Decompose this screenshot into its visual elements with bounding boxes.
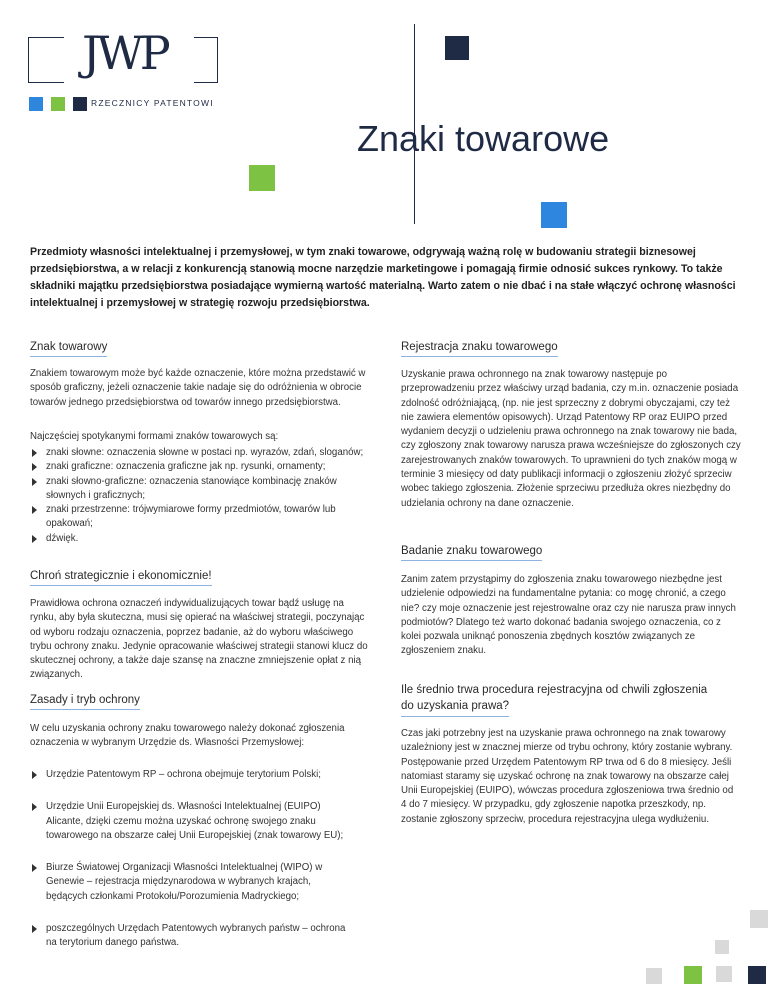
section-title-znak-towarowy: Znak towarowy [30, 341, 107, 357]
list-item: dźwięk. [30, 532, 365, 546]
decor-square-grey [646, 968, 662, 984]
section-title-badanie: Badanie znaku towarowego [401, 545, 542, 561]
list-item: znaki graficzne: oznaczenia graficzne jak np. rysunki, ornamenty; [30, 460, 365, 474]
logo-frame-right [217, 37, 218, 83]
list-item: znaki słowno-graficzne: oznaczenia stanowiące kombinację znaków słownych i graficznych; [30, 475, 365, 504]
logo-text: JWP [82, 26, 167, 80]
list-item: Urzędzie Unii Europejskiej ds. Własności Intelektualnej (EUIPO) Alicante, dzięki czemu można uzyskać ochronę swojego znaku towarowego na obszarze całej Unii Europejskiej (znak towarowy EU); [30, 800, 355, 843]
decor-square-blue-large [541, 202, 567, 228]
section-title-zasady: Zasady i tryb ochrony [30, 694, 140, 710]
page-title: Znaki towarowe [357, 118, 610, 159]
chron-text: Prawidłowa ochrona oznaczeń indywidualizujących towar bądź usługę na rynku, aby była skuteczna, musi się opierać na właściwej strategii, poczynając od wyboru rodzaju oznaczenia, poprzez badanie, aż do wyboru właściwego trybu ochrony znaku. Jedynie opracowanie właściwej strategii stanowi klucz do skutecznej ochrony, a także daje szansę na znaczne zmniejszenie opłat z nią związanych. [30, 598, 368, 681]
znak-towarowy-forms-intro: Najczęściej spotykanymi formami znaków towarowych są: [30, 431, 279, 442]
czas-title-line-1: Ile średnio trwa procedura rejestracyjna od chwili zgłoszenia [401, 684, 708, 696]
list-item: poszczególnych Urzędach Patentowych wybranych państw – ochrona na terytorium danego państwa. [30, 922, 355, 951]
decor-square-green-large [249, 165, 275, 191]
intro-text: Przedmioty własności intelektualnej i przemysłowej, w tym znaki towarowe, odgrywają ważną rolę w budowaniu strategii biznesowej przedsiębiorstwa, a w relacji z konkurencją stanowią mocne narzędzie marketingowe i pomagają firmie odnosić sukces rynkowy. To także składniki majątku przedsiębiorstwa posiadające wymierną wartość materialną. Warto zatem o nie dbać i na stałe włączyć ochronę własności intelektualnej i przemysłowej w strategię rozwoju przedsiębiorstwa. [30, 246, 736, 309]
rejestracja-text: Uzyskanie prawa ochronnego na znak towarowy następuje po przeprowadzeniu przez właściwy urząd badania, czy m.in. oznaczenie posiada zdolność odróżniającą, (np. nie jest sprzeczny z dobrymi obyczajami, czy też nie zawiera elementów opisowych). Urząd Patentowy RP oraz EUIPO przed wydaniem decyzji o udzieleniu prawa ochronnego na znak towarowy nie bada, czy zgłoszony znak towarowy narusza prawa wcześniejsze do zgłoszonych czy zarejestrowanych znaków towarowych. To uprawnieni do tych znaków mogą w terminie 3 miesięcy od daty publikacji informacji o zgłoszeniu złożyć sprzeciw wobec takiego zgłoszenia. Złożenie sprzeciwu przedłuża okres niezbędny do udzielania ochrony na dane oznaczenie. [401, 369, 741, 509]
decor-square-navy-corner [748, 966, 766, 984]
decor-square-green-small [51, 97, 65, 111]
decor-square-navy-small [73, 97, 87, 111]
section-title-czas [401, 682, 707, 717]
logo-frame-left [28, 37, 29, 83]
offices-list [30, 768, 355, 969]
decor-square-grey [715, 940, 729, 954]
forms-list [30, 446, 365, 546]
decor-square-grey [716, 966, 732, 982]
section-title-chron: Chroń strategicznie i ekonomicznie! [30, 570, 212, 586]
badanie-text: Zanim zatem przystąpimy do zgłoszenia znaku towarowego niezbędne jest udzielenie odpowiedzi na fundamentalne pytania: co mogę chronić, a czego nie? czy moje oznaczenie jest rejestrowalne oraz czy nie narusza praw innych podmiotów? Dlatego też warto dokonać badania swojego oznaczenia, co z kolei pozwala uniknąć ponoszenia zbędnych kosztów związanych ze zgłoszeniem znaku. [401, 574, 736, 657]
decor-square-blue-small [29, 97, 43, 111]
znak-towarowy-definition: Znakiem towarowym może być każde oznaczenie, które można przedstawić w sposób graficzny, jeżeli oznaczenie takie nadaje się do odróżnienia w obrocie towarów jednego przedsiębiorstwa od towarów innego przedsiębiorstwa. [30, 368, 366, 408]
list-item: znaki słowne: oznaczenia słowne w postaci np. wyrazów, zdań, sloganów; [30, 446, 365, 460]
decor-square-green-corner [684, 966, 702, 984]
list-item: znaki przestrzenne: trójwymiarowe formy przedmiotów, towarów lub opakowań; [30, 503, 365, 532]
decor-square-grey [750, 910, 768, 928]
czas-text: Czas jaki potrzebny jest na uzyskanie prawa ochronnego na znak towarowy uzależniony jest w znacznej mierze od trybu ochrony, który zostanie wybrany. Postępowanie przed Urzędem Patentowym RP trwa od 6 do 8 miesięcy. Jeśli natomiast staramy się uzyskać ochronę na znak towarowy na obszarze całej Unii Europejskiej (EUIPO), wówczas procedura zgłoszeniowa trwa średnio od 4 do 7 miesięcy. W przypadku, gdy zgłoszenie napotka przeszkody, np. zostanie zgłoszony sprzeciw, procedura rejestracyjna ulega wydłużeniu. [401, 728, 734, 825]
zasady-text: W celu uzyskania ochrony znaku towarowego należy dokonać zgłoszenia oznaczenia w wybranym Urzędzie ds. Własności Przemysłowej: [30, 723, 345, 749]
section-title-rejestracja: Rejestracja znaku towarowego [401, 341, 558, 357]
list-item: Biurze Światowej Organizacji Własności Intelektualnej (WIPO) w Genewie – rejestracja międzynarodowa w wybranych krajach, będących członkami Protokołu/Porozumienia Madryckiego; [30, 861, 355, 904]
czas-title-line-2: do uzyskania prawa? [401, 698, 509, 717]
decor-square-navy-top [445, 36, 469, 60]
tagline: RZECZNICY PATENTOWI [91, 98, 214, 108]
list-item: Urzędzie Patentowym RP – ochrona obejmuje terytorium Polski; [30, 768, 355, 782]
